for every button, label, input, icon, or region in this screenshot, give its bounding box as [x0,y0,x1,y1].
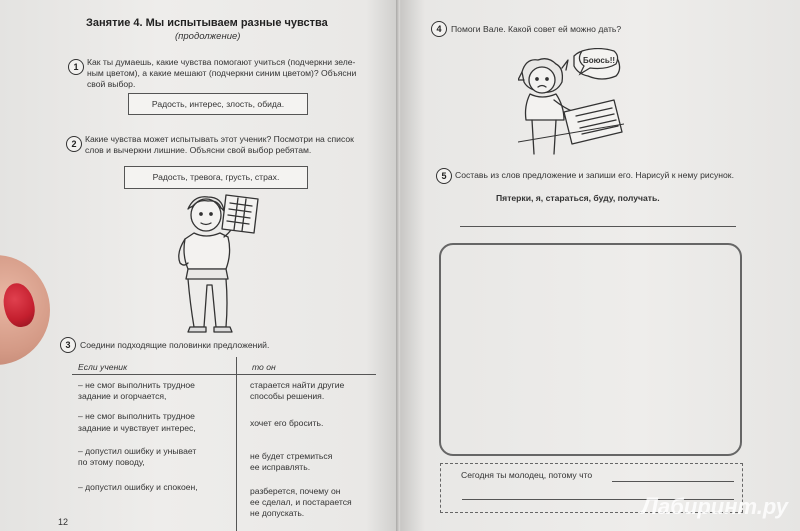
task2-line-2: слов и вычеркни лишние. Объясни свой выбор ребятам. [85,145,312,155]
right-item-3-line-2: ее исправлять. [250,462,311,472]
student-boy-illustration [168,193,263,333]
task3-instruction: Соедини подходящие половинки предложений. [80,340,270,350]
right-item-2-line-1: хочет его бросить. [250,418,324,428]
labirint-watermark [642,493,788,521]
task1-line-2: ным цветом), а какие мешают (подчеркни синим цветом)? Объясни [87,68,357,78]
task-number-3: 3 [60,337,76,353]
col-header-then-he: то он [252,362,276,372]
task5-text: Составь из слов предложение и запиши его. Нарисуй к нему рисунок. [455,170,734,180]
task-number-5: 5 [436,168,452,184]
right-item-3-line-1: не будет стремиться [250,451,333,461]
speech-bubble-text: Боюсь!! [583,56,616,65]
task1-line-1: Как ты думаешь, какие чувства помогают учиться (подчеркни зеле- [87,57,356,67]
table-column-divider [236,357,237,531]
lesson-subtitle: (продолжение) [175,31,241,42]
sentence-writing-line[interactable] [460,226,736,227]
left-item-2-line-2: задание и чувствует интерес, [78,423,196,433]
feelings-word-box-2: Радость, тревога, грусть, страх. [124,166,308,189]
task5-word-list: Пятерки, я, стараться, буду, получать. [496,193,660,203]
task4-text: Помоги Вале. Какой совет ей можно дать? [451,24,622,34]
left-item-3-line-2: по этому поводу, [78,457,145,467]
left-item-2-line-1: – не смог выполнить трудное [78,411,195,421]
task1-line-3: свой выбор. [87,79,136,89]
col-header-if-student: Если ученик [78,362,128,372]
praise-writing-line-1[interactable] [612,481,734,482]
right-item-4-line-3: не допускать. [250,508,305,518]
right-item-1-line-1: старается найти другие [250,380,345,390]
right-item-4-line-1: разберется, почему он [250,486,341,496]
left-item-1-line-1: – не смог выполнить трудное [78,380,195,390]
task2-line-1: Какие чувства может испытывать этот ученик? Посмотри на список [85,134,354,144]
praise-prompt: Сегодня ты молодец, потому что [461,470,593,480]
drawing-area[interactable] [439,243,742,456]
left-item-4-line-1: – допустил ошибку и спокоен, [78,482,198,492]
right-item-4-line-2: ее сделал, и постарается [250,497,352,507]
task-number-2: 2 [66,136,82,152]
page-number: 12 [58,517,69,527]
left-item-3-line-1: – допустил ошибку и унывает [78,446,197,456]
task-number-1: 1 [68,59,84,75]
watermark-text: абиринт.ру [658,494,788,519]
table-header-divider [72,374,376,375]
task-number-4: 4 [431,21,447,37]
right-item-1-line-2: способы решения. [250,391,325,401]
watermark-logo-letter: Л [641,493,659,520]
feelings-word-box-1: Радость, интерес, злость, обида. [128,93,308,115]
lesson-title: Занятие 4. Мы испытываем разные чувства [86,17,328,29]
left-item-1-line-2: задание и огорчается, [78,391,167,401]
